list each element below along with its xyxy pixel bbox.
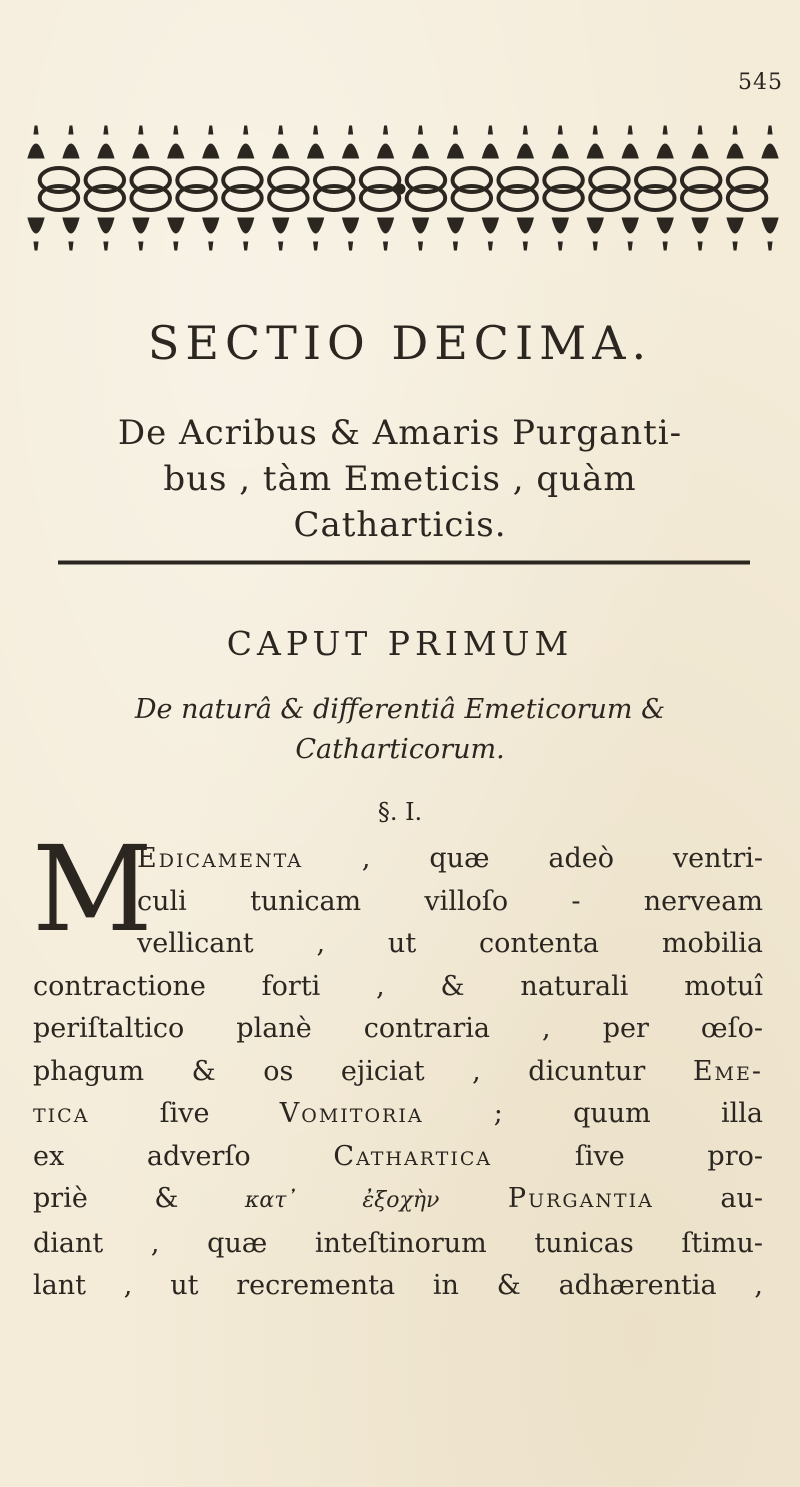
text-run: vellicant , ut contenta mobilia	[137, 928, 763, 959]
fleuron-glyph	[692, 218, 708, 250]
fleuron-glyph	[587, 218, 603, 250]
knot-loop	[40, 186, 79, 210]
knot-loop	[728, 186, 767, 210]
fleuron-glyph	[622, 218, 638, 250]
fleuron-glyph	[692, 126, 708, 158]
fleuron-glyph	[552, 126, 568, 158]
text-run: lant , ut recrementa in & adhærentia ,	[33, 1270, 763, 1301]
body-line	[33, 1051, 763, 1094]
fleuron-glyph	[63, 218, 79, 250]
fleuron-glyph	[63, 126, 79, 158]
section-subtitle-line: De Acribus & Amaris Purganti-	[117, 413, 683, 453]
small-caps-run: Vomitoria	[279, 1098, 424, 1129]
fleuron-glyph	[762, 218, 778, 250]
knot-loop	[131, 186, 170, 210]
small-caps-run: Purgantia	[439, 1183, 654, 1214]
chapter-subtitle	[40, 690, 760, 770]
body-line	[33, 838, 763, 881]
small-caps-run: Edicamenta	[137, 843, 304, 874]
page-number: 545	[738, 70, 783, 95]
body-line	[33, 1223, 763, 1266]
printers-ornament-band	[0, 120, 800, 255]
fleuron-glyph	[168, 126, 184, 158]
section-title: SECTIO DECIMA.	[147, 316, 653, 370]
fleuron-glyph	[482, 126, 498, 158]
fleuron-glyph	[657, 218, 673, 250]
body-line	[33, 1093, 763, 1136]
fleuron-glyph	[238, 126, 254, 158]
horizontal-rule	[58, 560, 750, 565]
fleuron-glyph	[727, 126, 743, 158]
fleuron-glyph	[378, 126, 394, 158]
knot-loop	[315, 186, 354, 210]
knot-loop	[498, 186, 537, 210]
fleuron-glyph	[447, 126, 463, 158]
body-line	[33, 966, 763, 1009]
center-dot	[395, 184, 405, 194]
small-caps-run: tica	[33, 1098, 90, 1129]
body-line	[33, 1265, 763, 1308]
fleuron-glyph	[203, 218, 219, 250]
body-line	[33, 923, 763, 966]
fleuron-glyph	[552, 218, 568, 250]
body-line	[33, 1008, 763, 1051]
fleuron-glyph	[657, 126, 673, 158]
section-subtitle-line: bus , tàm Emeticis , quàm	[163, 459, 637, 499]
fleuron-glyph	[762, 126, 778, 158]
text-run: priè &	[33, 1183, 245, 1214]
fleuron-glyph	[133, 126, 149, 158]
fleuron-glyph	[238, 218, 254, 250]
fleuron-glyph	[133, 218, 149, 250]
text-run: ; quum illa	[423, 1098, 764, 1129]
text-run: ſive pro-	[492, 1140, 763, 1172]
knot-loop	[544, 186, 583, 210]
fleuron-glyph	[517, 218, 533, 250]
text-run: ſive	[89, 1098, 280, 1129]
paragraph-number: §. I.	[377, 798, 423, 826]
fleuron-glyph	[28, 126, 44, 158]
chapter-subtitle-line: Catharticorum.	[295, 734, 505, 765]
body-line	[33, 1136, 763, 1179]
knot-loop	[177, 186, 216, 210]
text-run: phagum & os ejiciat , dicuntur	[33, 1055, 693, 1087]
body-line	[33, 1178, 763, 1223]
fleuron-glyph	[412, 126, 428, 158]
section-subtitle	[40, 410, 760, 548]
fleuron-glyph	[98, 126, 114, 158]
fleuron-glyph	[343, 126, 359, 158]
text-run: , quæ adeò ventri-	[303, 843, 763, 874]
text-run: periſtaltico planè contraria , per œſo-	[33, 1013, 763, 1044]
knot-loop	[636, 186, 675, 210]
knot-loop	[269, 186, 308, 210]
fleuron-glyph	[308, 126, 324, 158]
text-run: culi tunicam villoſo - nerveam	[137, 885, 763, 917]
fleuron-glyph	[482, 218, 498, 250]
fleuron-glyph	[203, 126, 219, 158]
knot-loop	[682, 186, 721, 210]
fleuron-glyph	[447, 218, 463, 250]
fleuron-glyph	[412, 218, 428, 250]
chapter-title: CAPUT PRIMUM	[226, 624, 574, 663]
section-subtitle-line: Catharticis.	[293, 505, 507, 545]
knot-loop	[361, 186, 400, 210]
knotwork-band	[40, 168, 767, 210]
fleuron-glyph	[622, 126, 638, 158]
fleuron-glyph	[168, 218, 184, 250]
knot-loop	[453, 186, 492, 210]
knot-loop	[407, 186, 446, 210]
body-line	[33, 881, 763, 924]
fleuron-row-top	[28, 126, 778, 158]
fleuron-glyph	[727, 218, 743, 250]
fleuron-glyph	[308, 218, 324, 250]
drop-capital: M	[32, 820, 153, 958]
fleuron-glyph	[517, 126, 533, 158]
fleuron-glyph	[273, 126, 289, 158]
fleuron-glyph	[343, 218, 359, 250]
small-caps-run: Cathartica	[333, 1140, 493, 1172]
chapter-subtitle-line: De naturâ & differentiâ Emeticorum &	[134, 694, 666, 725]
text-run: contractione forti , & naturali motuî	[33, 970, 763, 1002]
body-text	[33, 838, 763, 1308]
fleuron-glyph	[273, 218, 289, 250]
knot-loop	[590, 186, 629, 210]
greek-run: κατ᾽ ἐξοχὴν	[244, 1188, 440, 1213]
fleuron-glyph	[378, 218, 394, 250]
knot-loop	[86, 186, 125, 210]
fleuron-row-bottom	[28, 218, 778, 250]
fleuron-glyph	[28, 218, 44, 250]
fleuron-glyph	[98, 218, 114, 250]
small-caps-run: Eme-	[692, 1055, 763, 1087]
text-run: au-	[653, 1183, 763, 1214]
text-run: ex adverſo	[33, 1140, 334, 1172]
knot-loop	[223, 186, 262, 210]
fleuron-glyph	[587, 126, 603, 158]
text-run: diant , quæ inteſtinorum tunicas ſtimu-	[33, 1227, 763, 1259]
